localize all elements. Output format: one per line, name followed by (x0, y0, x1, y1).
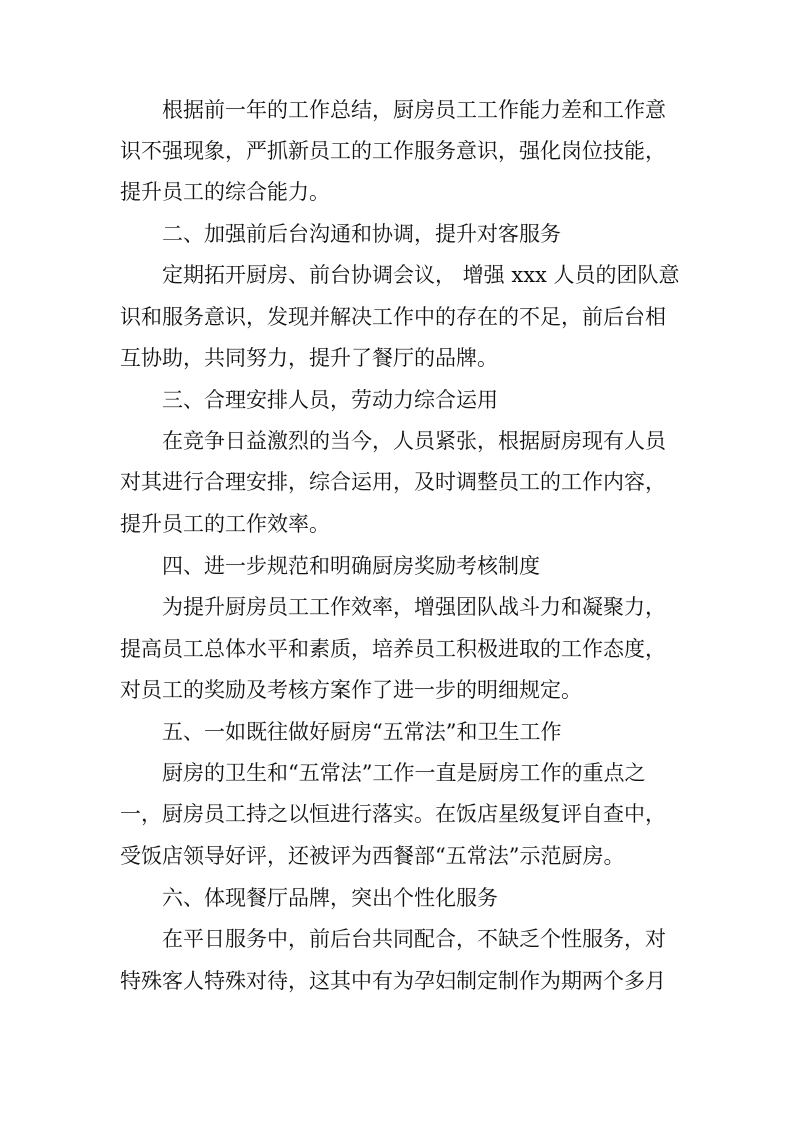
paragraph-5-line-1: 厨房的卫生和“五常法”工作一直是厨房工作的重点之 (162, 761, 646, 785)
paragraph-2-line-3: 互协助，共同努力，提升了餐厅的品牌。 (120, 346, 498, 370)
paragraph-2-line-1: 定期拓开厨房、前台协调会议， 增强 xxx 人员的团队意 (162, 263, 680, 287)
section-heading-6: 六、体现餐厅品牌，突出个性化服务 (162, 886, 498, 910)
section-heading-5: 五、一如既往做好厨房“五常法”和卫生工作 (162, 720, 562, 744)
paragraph-1-line-1: 根据前一年的工作总结，厨房员工工作能力差和工作意 (162, 98, 666, 122)
paragraph-1-line-2: 识不强现象，严抓新员工的工作服务意识，强化岗位技能， (120, 139, 666, 163)
section-heading-4: 四、进一步规范和明确厨房奖励考核制度 (162, 554, 540, 578)
paragraph-4-line-3: 对员工的奖励及考核方案作了进一步的明细规定。 (120, 678, 582, 702)
paragraph-5-line-2: 一，厨房员工持之以恒进行落实。在饭店星级复评自查中， (120, 802, 666, 826)
paragraph-6-line-1: 在平日服务中，前后台共同配合，不缺乏个性服务，对 (162, 927, 666, 951)
paragraph-4-line-1: 为提升厨房员工工作效率，增强团队战斗力和凝聚力， (162, 595, 666, 619)
paragraph-3-line-1: 在竞争日益激烈的当今，人员紧张，根据厨房现有人员 (162, 429, 666, 453)
section-heading-2: 二、加强前后台沟通和协调，提升对客服务 (162, 222, 561, 246)
paragraph-1-line-3: 提升员工的综合能力。 (120, 180, 330, 204)
section-heading-3: 三、合理安排人员，劳动力综合运用 (162, 388, 498, 412)
paragraph-6-line-2: 特殊客人特殊对待，这其中有为孕妇制定制作为期两个多月 (120, 969, 666, 993)
paragraph-2-line-2: 识和服务意识，发现并解决工作中的存在的不足，前后台相 (120, 305, 666, 329)
paragraph-3-line-3: 提升员工的工作效率。 (120, 512, 330, 536)
paragraph-5-line-3: 受饭店领导好评，还被评为西餐部“五常法”示范厨房。 (120, 844, 625, 868)
paragraph-4-line-2: 提高员工总体水平和素质，培养员工积极进取的工作态度， (120, 637, 666, 661)
paragraph-3-line-2: 对其进行合理安排，综合运用，及时调整员工的工作内容， (120, 470, 666, 494)
